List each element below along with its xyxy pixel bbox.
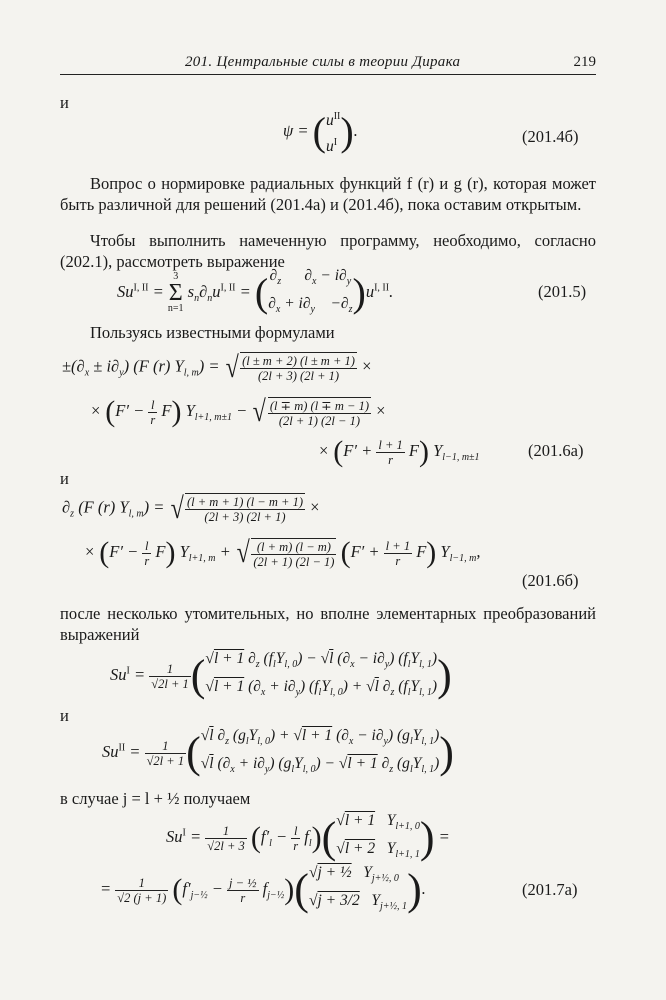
equation-psi: ψ = ( $u^{II}$ $u^I$ ). bbox=[283, 109, 358, 156]
equation-201-7a-line-2: = $\frac{1}{√2 (j + 1)}$ ($f'_{j-\frac{1}{2}}$ − $\frac{\text{j − ½}}{r}$ $f_{j-\frac{1}{2}}$)( √j + ½ $Y_{j+\frac{1}{2}, 0}$ √j + 3/2 $Y_{j+\frac{1}{2}, 1}$ ). bbox=[100, 864, 426, 915]
running-header bbox=[60, 52, 596, 75]
equation-su-2: $Su^{II}$ = $\frac{1}{√2l + 1}$ ( √l $\partial_z$ $(g_lY_{l, 0}) + √l + 1$ $(\partial_x - i\partial_y)$ $(g_lY_{l, 1})$ √l $(\partial_x + i\partial_y) (g_lY_{l, 0}) - √l + 1$ $\partial_z$ $(g_lY_{l, 1})$ ) bbox=[102, 727, 454, 778]
equation-number-201-7a: (201.7а) bbox=[522, 880, 578, 899]
page-number: 219 bbox=[573, 54, 596, 70]
equation-number-201-6b: (201.6б) bbox=[522, 571, 579, 590]
equation-201-7a-line-1: $Su^I$ = $\frac{1}{√2l + 3}$ ($f'_l$ − $\frac{l}{r}$ $f_l$)( √l + 1 $Y_{l+1, 0}$ √l + 2 $Y_{l+1, 1}$ ) = bbox=[166, 812, 450, 863]
equation-201-6a-line-2: × (F′ − $\frac{l}{r}$ F) $Y_{l+1, m\pm 1}$ − √ $\frac{(l \mp m) (l \mp m - 1)}{(2l + 1) (2l - 1)}$ × bbox=[90, 395, 387, 428]
equation-number-201-6a: (201.6а) bbox=[528, 441, 584, 460]
paragraph-transformations: после несколько утомительных, но вполне элементарных преобразований выражений bbox=[60, 604, 596, 644]
header-title: 201. Центральные силы в теории Дирака bbox=[185, 54, 461, 70]
paragraph-normalization: Вопрос о нормировке радиальных функций f (r) и g (r), которая может быть различной для решений (201.4а) и (201.4б), пока оставим открытым. bbox=[60, 174, 596, 214]
conjunction-2: и bbox=[60, 469, 69, 488]
equation-201-5: $Su^{I, II}$ = 3 Σ n=1 $s_n\partial_nu^{I, II}$ = ( $\partial_z$ $\partial_x - i\partial_y$ $\partial_x + i\partial_y$ $-\partial_z$ )$u^{I, II}$. bbox=[117, 267, 394, 316]
equation-201-6b-line-1: $\partial_z$ (F (r) $Y_{l, m}$) = √ $\frac{(l + m + 1) (l - m + 1)}{(2l + 3) (2l + 1)}$ × bbox=[62, 491, 321, 525]
equation-201-6a-line-3: × (F′ + $\frac{l + 1}{r}$ F) $Y_{l-1, m\pm 1}$ bbox=[318, 435, 480, 468]
equation-201-6a-line-1: $\pm(\partial_x \pm i\partial_y)$ (F (r) $Y_{l, m}$) = √ $\frac{(l \pm m + 2) (l \pm m + 1)}{(2l + 3) (2l + 1)}$ × bbox=[62, 350, 373, 384]
conjunction-1: и bbox=[60, 93, 69, 112]
conjunction-3: и bbox=[60, 706, 69, 725]
paragraph-program: Чтобы выполнить намеченную программу, необходимо, согласно (202.1), рассмотреть выражение bbox=[60, 231, 596, 271]
equation-number-201-5: (201.5) bbox=[538, 282, 587, 301]
paragraph-case: в случае j = l + ½ получаем bbox=[60, 789, 251, 808]
equation-su-1: $Su^I$ = $\frac{1}{√2l + 1}$ ( √l + 1 $\partial_z$ $(f_lY_{l, 0}) - √l$ $(\partial_x - i\partial_y)$ $(f_lY_{l, 1})$ √l + 1 $(\partial_x + i\partial_y) (f_lY_{l, 0}) + √l$ $\partial_z$ $(f_lY_{l, 1})$ ) bbox=[110, 650, 452, 701]
equation-number-201-4b: (201.4б) bbox=[522, 127, 579, 146]
paragraph-formulas: Пользуясь известными формулами bbox=[90, 323, 335, 342]
equation-201-6b-line-2: × (F′ − $\frac{l}{r}$ F) $Y_{l+1, m}$ + √ $\frac{(l + m) (l - m)}{(2l + 1) (2l - 1)}$ (F′ + $\frac{l + 1}{r}$ F) $Y_{l-1, m}$, bbox=[84, 536, 481, 569]
